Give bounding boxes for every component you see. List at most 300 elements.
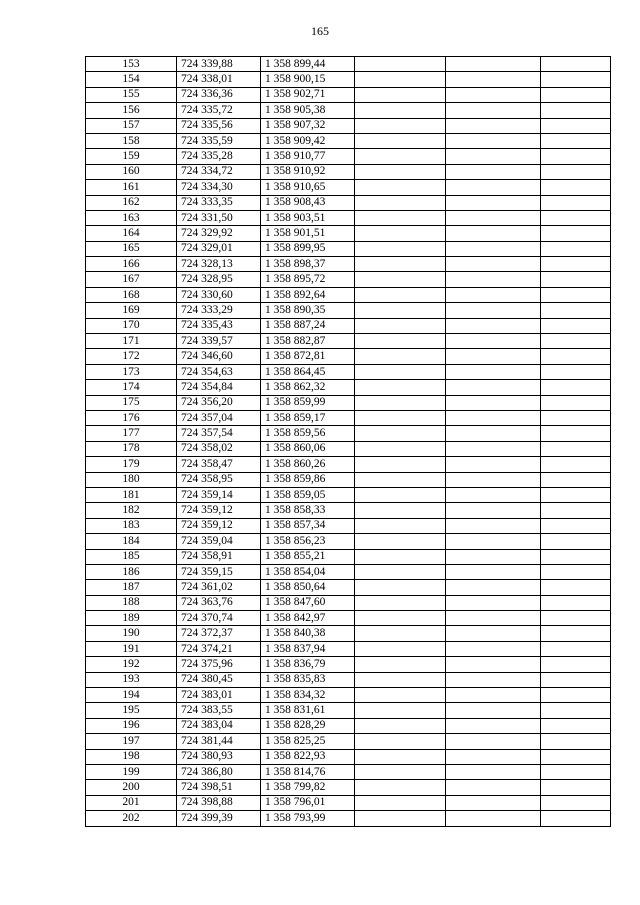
point-number-cell: 163 bbox=[86, 210, 177, 225]
x-coordinate-cell: 724 398,88 bbox=[177, 795, 261, 810]
table-row bbox=[86, 811, 611, 826]
y-coordinate-cell: 1 358 854,04 bbox=[261, 564, 355, 579]
x-coordinate-cell: 724 358,02 bbox=[177, 441, 261, 456]
empty-cell bbox=[541, 118, 611, 133]
point-number-cell: 201 bbox=[86, 795, 177, 810]
empty-cell bbox=[541, 441, 611, 456]
empty-cell bbox=[541, 564, 611, 579]
table-row bbox=[86, 57, 611, 72]
table-row bbox=[86, 657, 611, 672]
point-number-cell: 166 bbox=[86, 257, 177, 272]
table-row bbox=[86, 426, 611, 441]
empty-cell bbox=[355, 487, 446, 502]
x-coordinate-cell: 724 375,96 bbox=[177, 657, 261, 672]
empty-cell bbox=[355, 287, 446, 302]
empty-cell bbox=[355, 164, 446, 179]
empty-cell bbox=[541, 395, 611, 410]
empty-cell bbox=[355, 226, 446, 241]
x-coordinate-cell: 724 335,28 bbox=[177, 149, 261, 164]
empty-cell bbox=[446, 257, 541, 272]
table-row bbox=[86, 764, 611, 779]
empty-cell bbox=[541, 657, 611, 672]
empty-cell bbox=[446, 672, 541, 687]
empty-cell bbox=[446, 133, 541, 148]
point-number-cell: 178 bbox=[86, 441, 177, 456]
empty-cell bbox=[541, 303, 611, 318]
point-number-cell: 198 bbox=[86, 749, 177, 764]
empty-cell bbox=[446, 734, 541, 749]
empty-cell bbox=[355, 626, 446, 641]
x-coordinate-cell: 724 356,20 bbox=[177, 395, 261, 410]
table-row bbox=[86, 241, 611, 256]
x-coordinate-cell: 724 329,01 bbox=[177, 241, 261, 256]
x-coordinate-cell: 724 333,29 bbox=[177, 303, 261, 318]
x-coordinate-cell: 724 383,04 bbox=[177, 718, 261, 733]
point-number-cell: 160 bbox=[86, 164, 177, 179]
y-coordinate-cell: 1 358 855,21 bbox=[261, 549, 355, 564]
y-coordinate-cell: 1 358 799,82 bbox=[261, 780, 355, 795]
empty-cell bbox=[355, 334, 446, 349]
empty-cell bbox=[355, 72, 446, 87]
x-coordinate-cell: 724 358,47 bbox=[177, 457, 261, 472]
empty-cell bbox=[541, 364, 611, 379]
empty-cell bbox=[541, 580, 611, 595]
point-number-cell: 172 bbox=[86, 349, 177, 364]
point-number-cell: 184 bbox=[86, 534, 177, 549]
empty-cell bbox=[355, 518, 446, 533]
point-number-cell: 182 bbox=[86, 503, 177, 518]
empty-cell bbox=[446, 626, 541, 641]
point-number-cell: 154 bbox=[86, 72, 177, 87]
empty-cell bbox=[355, 195, 446, 210]
empty-cell bbox=[355, 534, 446, 549]
y-coordinate-cell: 1 358 859,17 bbox=[261, 410, 355, 425]
x-coordinate-cell: 724 383,55 bbox=[177, 703, 261, 718]
point-number-cell: 177 bbox=[86, 426, 177, 441]
y-coordinate-cell: 1 358 887,24 bbox=[261, 318, 355, 333]
y-coordinate-cell: 1 358 903,51 bbox=[261, 210, 355, 225]
point-number-cell: 164 bbox=[86, 226, 177, 241]
empty-cell bbox=[446, 118, 541, 133]
empty-cell bbox=[355, 210, 446, 225]
point-number-cell: 179 bbox=[86, 457, 177, 472]
y-coordinate-cell: 1 358 857,34 bbox=[261, 518, 355, 533]
empty-cell bbox=[446, 457, 541, 472]
empty-cell bbox=[446, 57, 541, 72]
empty-cell bbox=[541, 487, 611, 502]
table-row bbox=[86, 226, 611, 241]
page-number: 165 bbox=[311, 24, 329, 38]
y-coordinate-cell: 1 358 864,45 bbox=[261, 364, 355, 379]
empty-cell bbox=[355, 657, 446, 672]
y-coordinate-cell: 1 358 910,77 bbox=[261, 149, 355, 164]
empty-cell bbox=[355, 718, 446, 733]
point-number-cell: 193 bbox=[86, 672, 177, 687]
x-coordinate-cell: 724 383,01 bbox=[177, 688, 261, 703]
y-coordinate-cell: 1 358 882,87 bbox=[261, 334, 355, 349]
point-number-cell: 196 bbox=[86, 718, 177, 733]
empty-cell bbox=[355, 703, 446, 718]
point-number-cell: 202 bbox=[86, 811, 177, 826]
empty-cell bbox=[355, 811, 446, 826]
x-coordinate-cell: 724 329,92 bbox=[177, 226, 261, 241]
table-row bbox=[86, 257, 611, 272]
empty-cell bbox=[355, 410, 446, 425]
table-row bbox=[86, 210, 611, 225]
empty-cell bbox=[355, 688, 446, 703]
y-coordinate-cell: 1 358 796,01 bbox=[261, 795, 355, 810]
point-number-cell: 153 bbox=[86, 57, 177, 72]
empty-cell bbox=[355, 87, 446, 102]
empty-cell bbox=[541, 380, 611, 395]
empty-cell bbox=[355, 395, 446, 410]
y-coordinate-cell: 1 358 860,06 bbox=[261, 441, 355, 456]
x-coordinate-cell: 724 334,72 bbox=[177, 164, 261, 179]
empty-cell bbox=[541, 811, 611, 826]
table-row bbox=[86, 118, 611, 133]
y-coordinate-cell: 1 358 910,65 bbox=[261, 180, 355, 195]
empty-cell bbox=[541, 349, 611, 364]
table-row bbox=[86, 703, 611, 718]
empty-cell bbox=[355, 611, 446, 626]
y-coordinate-cell: 1 358 899,44 bbox=[261, 57, 355, 72]
empty-cell bbox=[446, 103, 541, 118]
empty-cell bbox=[355, 795, 446, 810]
y-coordinate-cell: 1 358 831,61 bbox=[261, 703, 355, 718]
empty-cell bbox=[541, 210, 611, 225]
point-number-cell: 156 bbox=[86, 103, 177, 118]
empty-cell bbox=[541, 718, 611, 733]
empty-cell bbox=[355, 780, 446, 795]
point-number-cell: 180 bbox=[86, 472, 177, 487]
empty-cell bbox=[355, 133, 446, 148]
x-coordinate-cell: 724 331,50 bbox=[177, 210, 261, 225]
point-number-cell: 194 bbox=[86, 688, 177, 703]
y-coordinate-cell: 1 358 860,26 bbox=[261, 457, 355, 472]
empty-cell bbox=[355, 564, 446, 579]
table-row bbox=[86, 503, 611, 518]
point-number-cell: 183 bbox=[86, 518, 177, 533]
x-coordinate-cell: 724 398,51 bbox=[177, 780, 261, 795]
x-coordinate-cell: 724 338,01 bbox=[177, 72, 261, 87]
empty-cell bbox=[355, 364, 446, 379]
empty-cell bbox=[446, 580, 541, 595]
table-row bbox=[86, 272, 611, 287]
coordinates-table-body bbox=[86, 57, 611, 827]
table-row bbox=[86, 487, 611, 502]
table-row bbox=[86, 795, 611, 810]
empty-cell bbox=[446, 688, 541, 703]
empty-cell bbox=[355, 118, 446, 133]
point-number-cell: 189 bbox=[86, 611, 177, 626]
empty-cell bbox=[355, 503, 446, 518]
point-number-cell: 157 bbox=[86, 118, 177, 133]
point-number-cell: 191 bbox=[86, 641, 177, 656]
empty-cell bbox=[541, 626, 611, 641]
y-coordinate-cell: 1 358 837,94 bbox=[261, 641, 355, 656]
table-row bbox=[86, 303, 611, 318]
empty-cell bbox=[541, 734, 611, 749]
point-number-cell: 155 bbox=[86, 87, 177, 102]
empty-cell bbox=[541, 57, 611, 72]
x-coordinate-cell: 724 380,45 bbox=[177, 672, 261, 687]
empty-cell bbox=[355, 672, 446, 687]
empty-cell bbox=[446, 487, 541, 502]
point-number-cell: 167 bbox=[86, 272, 177, 287]
y-coordinate-cell: 1 358 859,86 bbox=[261, 472, 355, 487]
table-row bbox=[86, 549, 611, 564]
point-number-cell: 187 bbox=[86, 580, 177, 595]
empty-cell bbox=[446, 764, 541, 779]
x-coordinate-cell: 724 346,60 bbox=[177, 349, 261, 364]
empty-cell bbox=[541, 703, 611, 718]
empty-cell bbox=[541, 764, 611, 779]
x-coordinate-cell: 724 354,63 bbox=[177, 364, 261, 379]
x-coordinate-cell: 724 372,37 bbox=[177, 626, 261, 641]
point-number-cell: 192 bbox=[86, 657, 177, 672]
point-number-cell: 181 bbox=[86, 487, 177, 502]
table-row bbox=[86, 164, 611, 179]
empty-cell bbox=[541, 503, 611, 518]
empty-cell bbox=[446, 226, 541, 241]
empty-cell bbox=[446, 272, 541, 287]
y-coordinate-cell: 1 358 834,32 bbox=[261, 688, 355, 703]
y-coordinate-cell: 1 358 850,64 bbox=[261, 580, 355, 595]
y-coordinate-cell: 1 358 814,76 bbox=[261, 764, 355, 779]
empty-cell bbox=[446, 441, 541, 456]
coordinates-table bbox=[85, 56, 611, 827]
x-coordinate-cell: 724 386,80 bbox=[177, 764, 261, 779]
empty-cell bbox=[541, 641, 611, 656]
table-row bbox=[86, 334, 611, 349]
empty-cell bbox=[541, 749, 611, 764]
empty-cell bbox=[541, 688, 611, 703]
y-coordinate-cell: 1 358 862,32 bbox=[261, 380, 355, 395]
empty-cell bbox=[541, 549, 611, 564]
y-coordinate-cell: 1 358 828,29 bbox=[261, 718, 355, 733]
empty-cell bbox=[355, 303, 446, 318]
point-number-cell: 199 bbox=[86, 764, 177, 779]
empty-cell bbox=[541, 287, 611, 302]
empty-cell bbox=[355, 641, 446, 656]
empty-cell bbox=[541, 241, 611, 256]
x-coordinate-cell: 724 359,04 bbox=[177, 534, 261, 549]
x-coordinate-cell: 724 358,95 bbox=[177, 472, 261, 487]
x-coordinate-cell: 724 361,02 bbox=[177, 580, 261, 595]
table-row bbox=[86, 564, 611, 579]
y-coordinate-cell: 1 358 908,43 bbox=[261, 195, 355, 210]
y-coordinate-cell: 1 358 892,64 bbox=[261, 287, 355, 302]
x-coordinate-cell: 724 328,95 bbox=[177, 272, 261, 287]
x-coordinate-cell: 724 334,30 bbox=[177, 180, 261, 195]
x-coordinate-cell: 724 363,76 bbox=[177, 595, 261, 610]
empty-cell bbox=[446, 564, 541, 579]
empty-cell bbox=[355, 103, 446, 118]
empty-cell bbox=[541, 272, 611, 287]
empty-cell bbox=[355, 734, 446, 749]
table-row bbox=[86, 380, 611, 395]
x-coordinate-cell: 724 335,59 bbox=[177, 133, 261, 148]
y-coordinate-cell: 1 358 910,92 bbox=[261, 164, 355, 179]
y-coordinate-cell: 1 358 909,42 bbox=[261, 133, 355, 148]
x-coordinate-cell: 724 399,39 bbox=[177, 811, 261, 826]
empty-cell bbox=[541, 795, 611, 810]
table-row bbox=[86, 103, 611, 118]
empty-cell bbox=[355, 426, 446, 441]
empty-cell bbox=[446, 534, 541, 549]
table-row bbox=[86, 595, 611, 610]
x-coordinate-cell: 724 335,72 bbox=[177, 103, 261, 118]
y-coordinate-cell: 1 358 900,15 bbox=[261, 72, 355, 87]
y-coordinate-cell: 1 358 859,56 bbox=[261, 426, 355, 441]
empty-cell bbox=[446, 749, 541, 764]
y-coordinate-cell: 1 358 872,81 bbox=[261, 349, 355, 364]
table-row bbox=[86, 364, 611, 379]
x-coordinate-cell: 724 370,74 bbox=[177, 611, 261, 626]
point-number-cell: 158 bbox=[86, 133, 177, 148]
empty-cell bbox=[446, 210, 541, 225]
table-row bbox=[86, 72, 611, 87]
table-row bbox=[86, 180, 611, 195]
empty-cell bbox=[541, 780, 611, 795]
y-coordinate-cell: 1 358 842,97 bbox=[261, 611, 355, 626]
table-row bbox=[86, 195, 611, 210]
point-number-cell: 175 bbox=[86, 395, 177, 410]
x-coordinate-cell: 724 339,88 bbox=[177, 57, 261, 72]
x-coordinate-cell: 724 335,43 bbox=[177, 318, 261, 333]
point-number-cell: 174 bbox=[86, 380, 177, 395]
point-number-cell: 190 bbox=[86, 626, 177, 641]
table-row bbox=[86, 580, 611, 595]
empty-cell bbox=[446, 657, 541, 672]
empty-cell bbox=[541, 457, 611, 472]
empty-cell bbox=[541, 149, 611, 164]
empty-cell bbox=[541, 226, 611, 241]
x-coordinate-cell: 724 380,93 bbox=[177, 749, 261, 764]
empty-cell bbox=[541, 103, 611, 118]
table-row bbox=[86, 87, 611, 102]
empty-cell bbox=[355, 272, 446, 287]
empty-cell bbox=[446, 549, 541, 564]
y-coordinate-cell: 1 358 793,99 bbox=[261, 811, 355, 826]
empty-cell bbox=[541, 472, 611, 487]
x-coordinate-cell: 724 358,91 bbox=[177, 549, 261, 564]
empty-cell bbox=[446, 795, 541, 810]
empty-cell bbox=[446, 349, 541, 364]
empty-cell bbox=[355, 380, 446, 395]
table-row bbox=[86, 626, 611, 641]
empty-cell bbox=[446, 72, 541, 87]
empty-cell bbox=[446, 195, 541, 210]
empty-cell bbox=[446, 395, 541, 410]
empty-cell bbox=[541, 534, 611, 549]
point-number-cell: 176 bbox=[86, 410, 177, 425]
empty-cell bbox=[355, 349, 446, 364]
y-coordinate-cell: 1 358 856,23 bbox=[261, 534, 355, 549]
table-row bbox=[86, 749, 611, 764]
point-number-cell: 162 bbox=[86, 195, 177, 210]
empty-cell bbox=[355, 57, 446, 72]
empty-cell bbox=[355, 549, 446, 564]
y-coordinate-cell: 1 358 895,72 bbox=[261, 272, 355, 287]
empty-cell bbox=[446, 811, 541, 826]
table-row bbox=[86, 133, 611, 148]
y-coordinate-cell: 1 358 840,38 bbox=[261, 626, 355, 641]
point-number-cell: 197 bbox=[86, 734, 177, 749]
table-row bbox=[86, 457, 611, 472]
empty-cell bbox=[446, 703, 541, 718]
table-row bbox=[86, 688, 611, 703]
x-coordinate-cell: 724 335,56 bbox=[177, 118, 261, 133]
empty-cell bbox=[541, 133, 611, 148]
x-coordinate-cell: 724 357,04 bbox=[177, 410, 261, 425]
x-coordinate-cell: 724 336,36 bbox=[177, 87, 261, 102]
empty-cell bbox=[446, 303, 541, 318]
point-number-cell: 195 bbox=[86, 703, 177, 718]
y-coordinate-cell: 1 358 898,37 bbox=[261, 257, 355, 272]
empty-cell bbox=[541, 87, 611, 102]
point-number-cell: 200 bbox=[86, 780, 177, 795]
point-number-cell: 185 bbox=[86, 549, 177, 564]
x-coordinate-cell: 724 359,14 bbox=[177, 487, 261, 502]
point-number-cell: 165 bbox=[86, 241, 177, 256]
empty-cell bbox=[446, 718, 541, 733]
table-row bbox=[86, 349, 611, 364]
table-row bbox=[86, 672, 611, 687]
empty-cell bbox=[446, 87, 541, 102]
y-coordinate-cell: 1 358 859,99 bbox=[261, 395, 355, 410]
x-coordinate-cell: 724 339,57 bbox=[177, 334, 261, 349]
empty-cell bbox=[355, 580, 446, 595]
empty-cell bbox=[446, 380, 541, 395]
x-coordinate-cell: 724 357,54 bbox=[177, 426, 261, 441]
point-number-cell: 169 bbox=[86, 303, 177, 318]
empty-cell bbox=[355, 472, 446, 487]
x-coordinate-cell: 724 330,60 bbox=[177, 287, 261, 302]
table-row bbox=[86, 734, 611, 749]
empty-cell bbox=[541, 672, 611, 687]
table-row bbox=[86, 611, 611, 626]
y-coordinate-cell: 1 358 905,38 bbox=[261, 103, 355, 118]
point-number-cell: 173 bbox=[86, 364, 177, 379]
empty-cell bbox=[541, 72, 611, 87]
empty-cell bbox=[446, 641, 541, 656]
empty-cell bbox=[355, 149, 446, 164]
table-row bbox=[86, 287, 611, 302]
y-coordinate-cell: 1 358 825,25 bbox=[261, 734, 355, 749]
empty-cell bbox=[355, 241, 446, 256]
table-row bbox=[86, 518, 611, 533]
point-number-cell: 188 bbox=[86, 595, 177, 610]
empty-cell bbox=[541, 410, 611, 425]
empty-cell bbox=[541, 257, 611, 272]
empty-cell bbox=[541, 164, 611, 179]
point-number-cell: 161 bbox=[86, 180, 177, 195]
empty-cell bbox=[446, 364, 541, 379]
empty-cell bbox=[446, 426, 541, 441]
empty-cell bbox=[355, 595, 446, 610]
empty-cell bbox=[355, 257, 446, 272]
empty-cell bbox=[446, 780, 541, 795]
empty-cell bbox=[541, 518, 611, 533]
empty-cell bbox=[446, 180, 541, 195]
point-number-cell: 171 bbox=[86, 334, 177, 349]
empty-cell bbox=[355, 441, 446, 456]
empty-cell bbox=[541, 334, 611, 349]
empty-cell bbox=[446, 287, 541, 302]
x-coordinate-cell: 724 359,12 bbox=[177, 518, 261, 533]
y-coordinate-cell: 1 358 902,71 bbox=[261, 87, 355, 102]
